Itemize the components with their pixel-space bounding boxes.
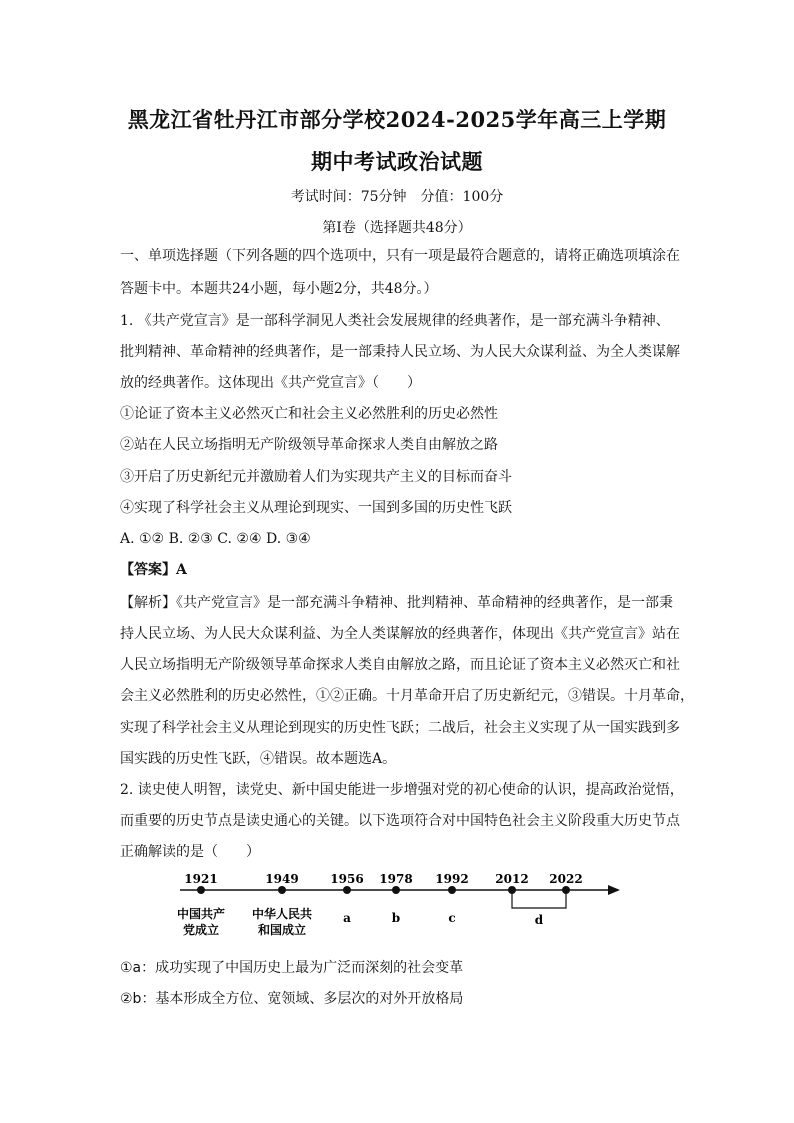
q1-option: ④实现了科学社会主义从理论到现实、一国到多国的历史性飞跃 [120,500,512,516]
timeline-label: 党成立 [182,923,220,937]
q1-option: ③开启了历史新纪元并激励着人们为实现共产主义的目标而奋斗 [120,469,512,485]
instruction-line: 答题卡中。本题共24小题，每小题2分，共48分。） [120,281,438,297]
page-subtitle: 期中考试政治试题 [311,149,483,174]
timeline-year: 1949 [265,872,299,886]
exam-info: 考试时间：75分钟 分值：100分 [290,189,504,205]
q1-explanation-line: 国实践的历史性飞跃，④错误。故本题选A。 [120,751,397,767]
timeline-dot [343,886,351,894]
timeline-label: d [534,913,544,927]
instruction-line: 一、单项选择题（下列各题的四个选项中，只有一项是最符合题意的，请将正确选项填涂在 [120,248,680,264]
timeline-arrow [608,885,620,895]
q1-explanation-line: 人民立场指明无产阶级领导革命探求人类自由解放之路，而且论证了资本主义必然灭亡和社 [120,657,680,673]
q1-option: ②站在人民立场指明无产阶级领导革命探求人类自由解放之路 [120,437,498,453]
timeline-label: 和国成立 [257,923,307,937]
timeline-label: 中国共产 [176,907,226,921]
q1-explanation-line: 会主义必然胜利的历史必然性，①②正确。十月革命开启了历史新纪元，③错误。十月革命， [120,688,694,704]
timeline-year: 1992 [435,872,469,886]
timeline-year: 2012 [495,872,529,886]
page-title: 黑龙江省牡丹江市部分学校2024-2025学年高三上学期 [127,107,667,132]
timeline-label: b [391,911,401,925]
timeline-year: 1956 [330,872,364,886]
timeline-year: 1978 [379,872,413,886]
timeline-label: 中华人民共 [251,907,313,921]
q1-explanation-line: 持人民立场、为人民大众谋利益、为全人类谋解放的经典著作，体现出《共产党宣言》站在 [120,626,680,642]
q2-option: ②b：基本形成全方位、宽领域、多层次的对外开放格局 [120,991,464,1007]
timeline-diagram [170,868,630,946]
q2-option: ①a：成功实现了中国历史上最为广泛而深刻的社会变革 [120,960,464,976]
q1-option: ①论证了资本主义必然灭亡和社会主义必然胜利的历史必然性 [120,406,498,422]
q1-stem-line: 批判精神、革命精神的经典著作，是一部秉持人民立场、为人民大众谋利益、为全人类谋解 [120,344,680,360]
q2-stem-line: 而重要的历史节点是读史通心的关键。以下选项符合对中国特色社会主义阶段重大历史节点 [120,813,680,829]
timeline-label: c [448,911,456,925]
timeline-year: 1921 [184,872,218,886]
section-title: 第Ⅰ卷（选择题共48分） [322,220,472,236]
timeline-label: a [343,911,351,925]
timeline-bracket [512,890,566,908]
q2-stem-line: 正确解读的是（ ） [120,844,260,860]
q1-explanation-line: 【解析】《共产党宣言》是一部充满斗争精神、批判精神、革命精神的经典著作，是一部秉 [120,595,673,611]
timeline-dot [392,886,400,894]
q2-stem-line: 2. 读史使人明智，读党史、新中国史能进一步增强对党的初心使命的认识，提高政治觉悟， [120,782,684,798]
q1-stem-line: 放的经典著作。这体现出《共产党宣言》（ ） [120,375,421,391]
history-timeline [170,868,630,946]
q1-stem-line: 1. 《共产党宣言》是一部科学洞见人类社会发展规律的经典著作，是一部充满斗争精神、 [120,313,670,329]
timeline-year: 2022 [549,872,583,886]
q1-explanation-line: 实现了科学社会主义从理论到现实的历史性飞跃；二战后，社会主义实现了从一国实践到多 [120,720,680,736]
q1-choices: A. ①② B. ②③ C. ②④ D. ③④ [120,531,311,547]
timeline-dot [448,886,456,894]
timeline-dot [278,886,286,894]
q1-answer: 【答案】A [120,562,187,578]
timeline-dot [197,886,205,894]
